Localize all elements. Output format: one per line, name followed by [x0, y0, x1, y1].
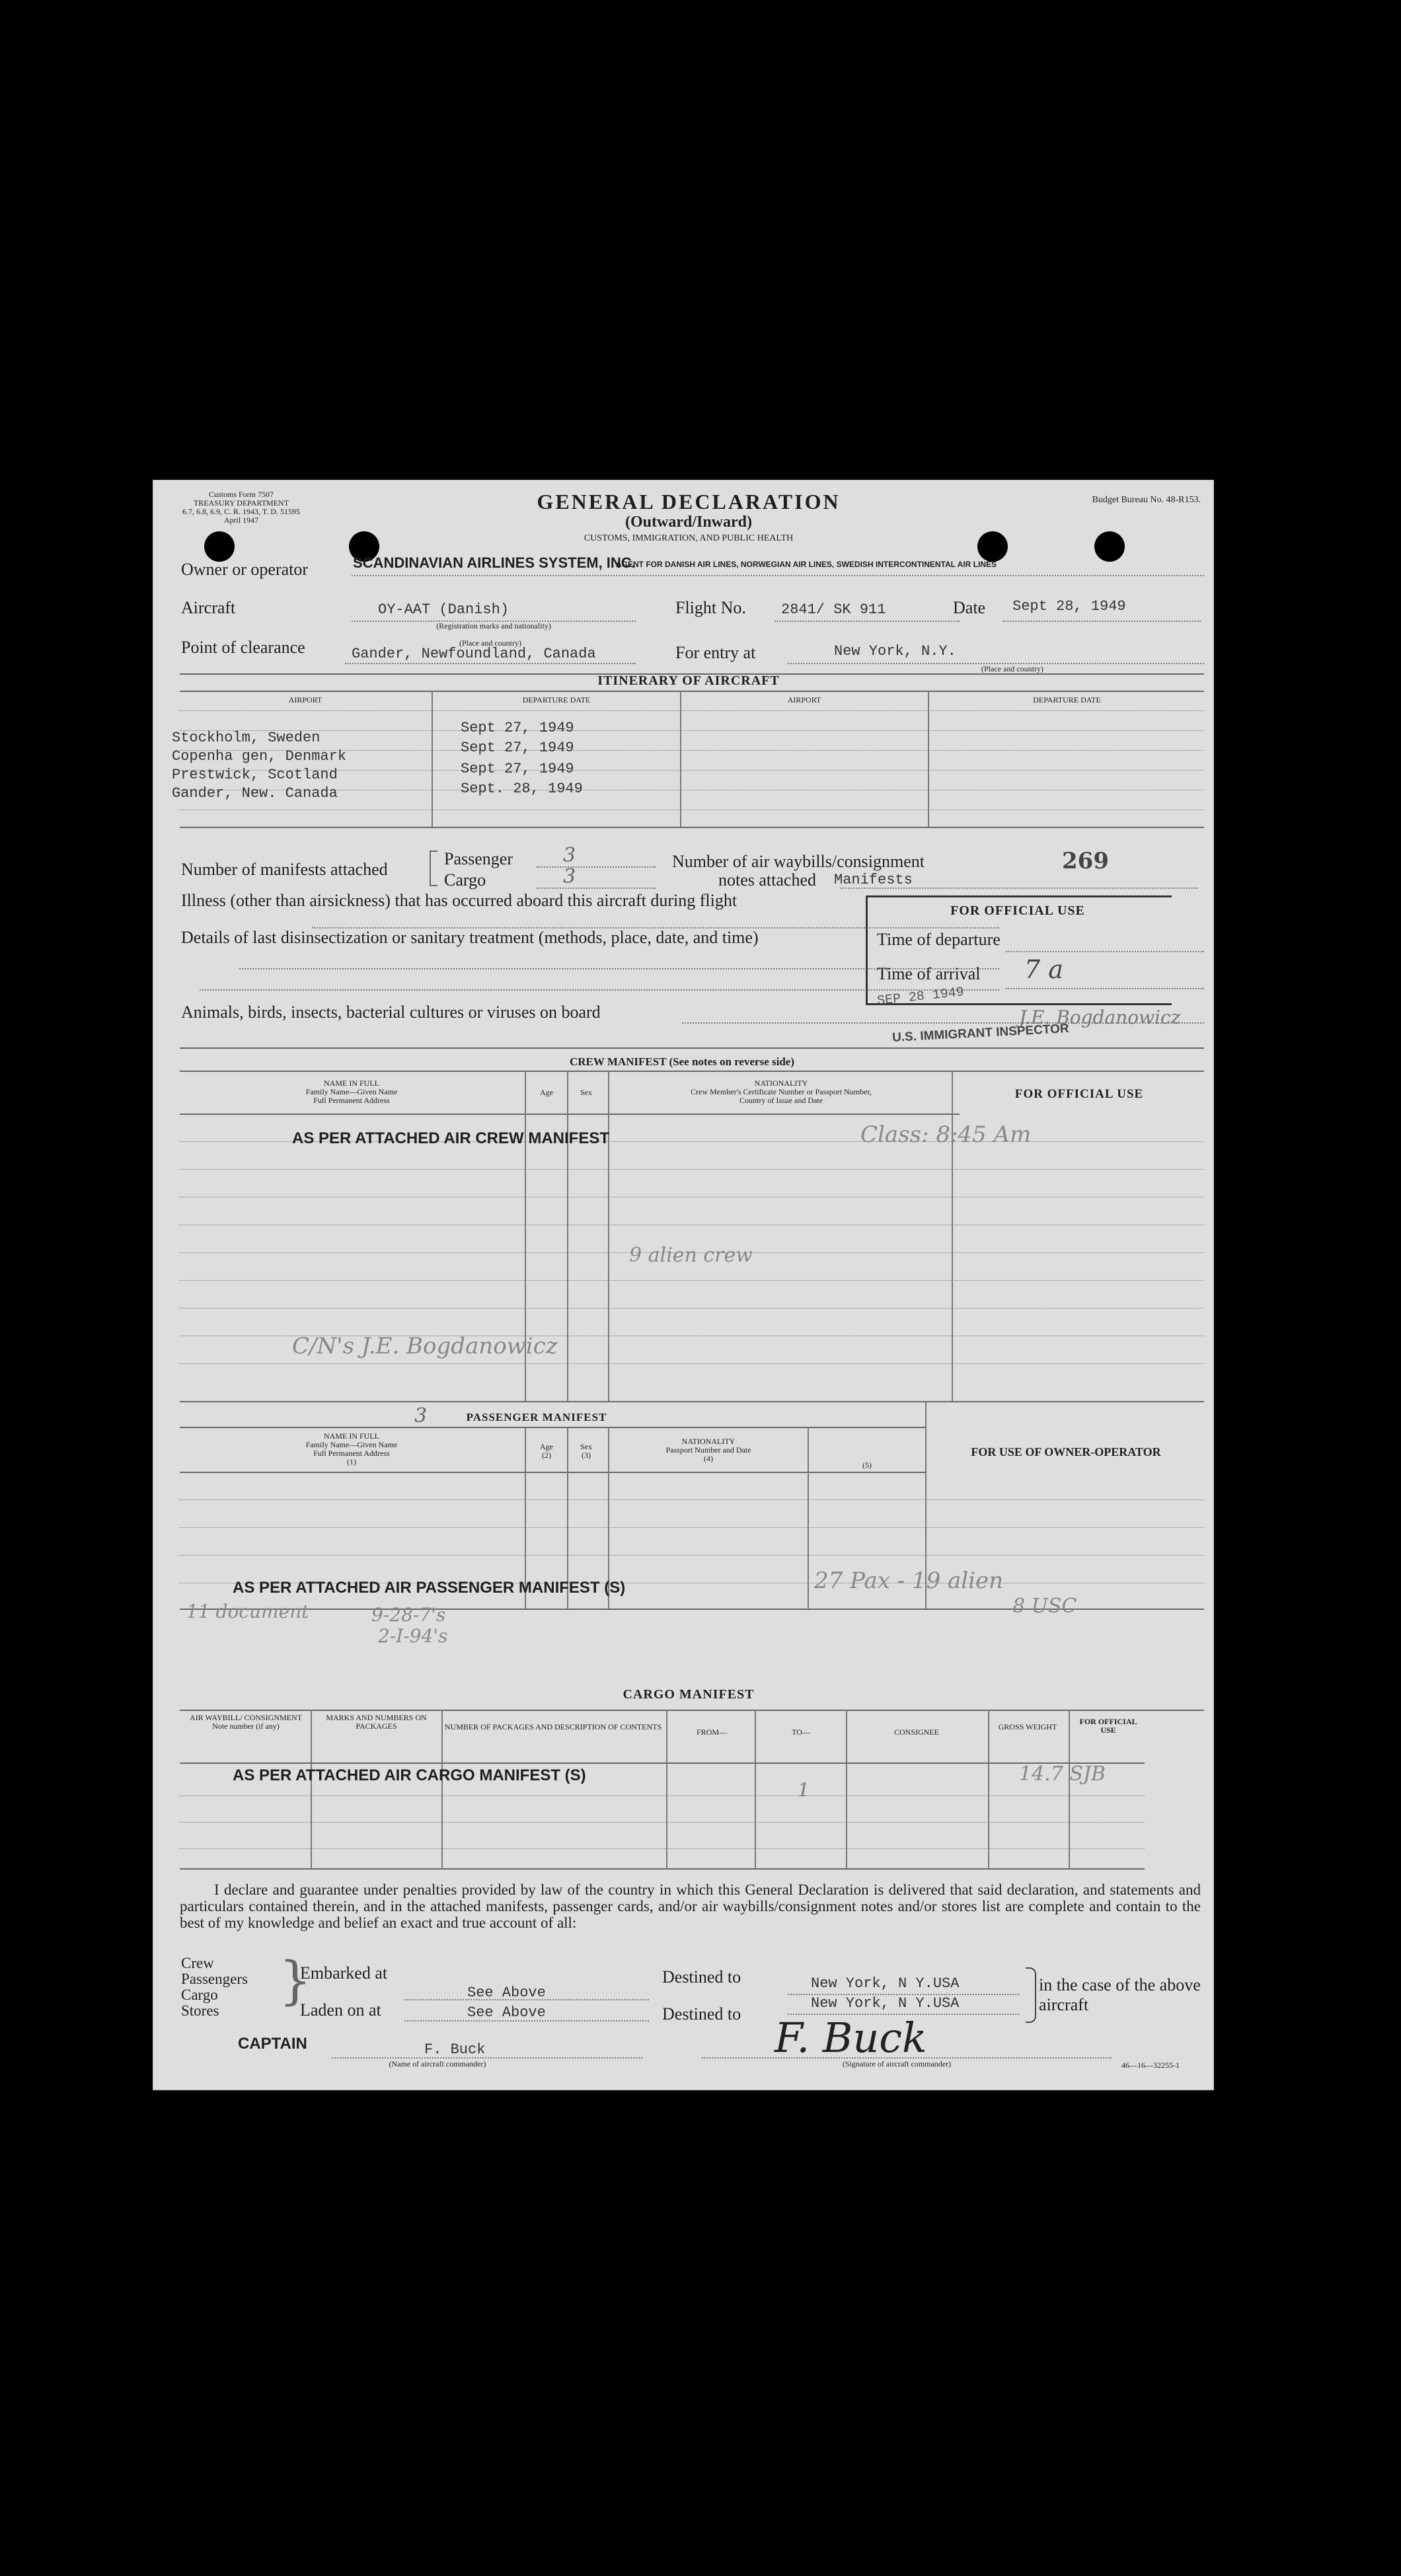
destined-value-2: New York, N Y.USA	[811, 1995, 960, 2012]
itinerary-airport: Gander, New. Canada	[172, 785, 338, 802]
passenger-col-owner: FOR USE OF OWNER-OPERATOR	[971, 1445, 1161, 1458]
cargo-col-weight: GROSS WEIGHT	[998, 1722, 1057, 1731]
declaration-bracket: }	[279, 1951, 312, 2011]
crew-alien-note: 9 alien crew	[629, 1244, 753, 1267]
captain-value: F. Buck	[424, 2041, 486, 2058]
passenger-col-sex: Sex (3)	[580, 1442, 592, 1460]
passenger-doc-note: 11 document	[186, 1601, 309, 1622]
declaration-list-item: Cargo	[181, 1987, 218, 2003]
captain-note: (Name of aircraft commander)	[389, 2059, 486, 2068]
passenger-count-note: 27 Pax - 19 alien	[814, 1568, 1004, 1594]
illness-label: Illness (other than airsickness) that has occurred aboard this aircraft during flight	[181, 891, 738, 910]
general-declaration-form	[153, 480, 1213, 2090]
flight-label: Flight No.	[675, 598, 746, 617]
print-code: 46—16—32255-1	[1121, 2061, 1180, 2070]
waybills-value: Manifests	[834, 872, 913, 888]
passenger-manifest-title: PASSENGER MANIFEST	[466, 1411, 607, 1423]
declaration-list-item: Crew	[181, 1955, 214, 1971]
punch-hole	[1094, 531, 1125, 562]
immigration-stamp-date: SEP 28 1949	[876, 985, 965, 1009]
aircraft-label: Aircraft	[181, 598, 236, 617]
cargo-col-marks: MARKS AND NUMBERS ON PACKAGES	[326, 1713, 427, 1731]
flight-value: 2841/ SK 911	[781, 601, 886, 618]
itinerary-date: Sept. 28, 1949	[461, 780, 583, 797]
cargo-col-consignee: CONSIGNEE	[894, 1727, 939, 1737]
passenger-usc-note: 8 USC	[1012, 1595, 1077, 1618]
owner-label: Owner or operator	[181, 560, 309, 579]
punch-hole	[204, 531, 235, 562]
punch-hole	[977, 531, 1008, 562]
passenger-per-attached: AS PER ATTACHED AIR PASSENGER MANIFEST (S)	[233, 1579, 626, 1597]
passenger-form-note: 9-28-7's	[371, 1604, 446, 1626]
itinerary-title: ITINERARY OF AIRCRAFT	[597, 673, 780, 688]
laden-value: See Above	[467, 2004, 546, 2021]
form-number-line: April 1947	[223, 515, 259, 525]
cargo-col-official: FOR OFFICIAL USE	[1079, 1717, 1137, 1735]
destined-value: New York, N Y.USA	[811, 1975, 960, 1992]
declaration-list	[181, 1955, 248, 2019]
crew-manifest-title: CREW MANIFEST (See notes on reverse side)	[570, 1055, 794, 1068]
passenger-count-value: 3	[563, 844, 576, 867]
form-subtitle: (Outward/Inward)	[625, 513, 752, 531]
passenger-col-age: Age (2)	[540, 1442, 553, 1460]
crew-col-nationality: NATIONALITY Crew Member's Certificate Number or Passport Number, Country of Issue and Date	[691, 1079, 872, 1105]
itinerary-header: AIRPORT	[288, 695, 322, 704]
owner-agent: AGENT FOR DANISH AIR LINES, NORWEGIAN AIR LINES, SWEDISH INTERCONTINENTAL AIR LINES	[616, 560, 997, 569]
cargo-manifest-title: CARGO MANIFEST	[623, 1687, 755, 1702]
declaration-list-item: Passengers	[181, 1971, 248, 1987]
form-number-line: TREASURY DEPARTMENT	[193, 498, 289, 508]
passenger-col-nationality: NATIONALITY Passport Number and Date (4)	[665, 1437, 751, 1463]
case-note: in the case of the above aircraft	[1039, 1975, 1201, 2014]
passenger-count-hand: 3	[414, 1404, 428, 1427]
cargo-col-waybill: AIR WAYBILL/ CONSIGNMENT Note number (if any)	[189, 1713, 302, 1731]
cargo-count-value: 3	[563, 865, 576, 888]
animals-label: Animals, birds, insects, bacterial cultures or viruses on board	[181, 1003, 601, 1022]
form-number-line: 6.7, 6.8, 6.9, C. R. 1943, T. D. 51595	[182, 507, 300, 516]
disinsect-label: Details of last disinsectization or sanitary treatment (methods, place, date, and time)	[181, 928, 759, 947]
destined-label: Destined to	[662, 1967, 741, 1987]
clearance-note: (Place and country)	[459, 638, 521, 648]
declaration-list-item: Stores	[181, 2002, 219, 2019]
declaration-text: I declare and guarantee under penalties provided by law of the country in which this General Declaration is delivered that said declaration, and statements and particulars contained therein, and in the attached manifests, passenger cards, and/or air waybills/consignment notes and/or stores list are complete and contain to the best of my knowledge and belief an exact and true account of all:	[180, 1881, 1201, 1931]
passenger-count-label: Passenger	[444, 849, 513, 868]
official-box-title: FOR OFFICIAL USE	[950, 903, 1085, 918]
itinerary-header: AIRPORT	[787, 695, 821, 704]
cargo-to-note: 1	[798, 1779, 810, 1801]
date-label: Date	[953, 598, 986, 617]
entry-label: For entry at	[675, 643, 756, 662]
crew-inspector-note: C/N's J.E. Bogdanowicz	[292, 1333, 558, 1359]
embarked-value: See Above	[467, 1985, 546, 2001]
aircraft-value: OY-AAT (Danish)	[378, 601, 510, 618]
itinerary-airport: Prestwick, Scotland	[172, 767, 338, 783]
waybills-label: Number of air waybills/consignment	[672, 852, 925, 871]
crew-col-age: Age	[540, 1088, 553, 1097]
departure-time-label: Time of departure	[877, 930, 1001, 949]
form-title: GENERAL DECLARATION	[537, 490, 841, 513]
crew-official-note: Class: 8:45 Am	[860, 1121, 1032, 1148]
form-number	[172, 490, 311, 525]
crew-col-name: NAME IN FULL Family Name—Given Name Full Permanent Address	[305, 1079, 398, 1105]
waybills-count: 269	[1062, 848, 1109, 874]
captain-label: CAPTAIN	[238, 2035, 307, 2053]
destined-label-2: Destined to	[662, 2004, 741, 2024]
passenger-col-name: NAME IN FULL Family Name—Given Name Full Permanent Address (1)	[305, 1431, 398, 1466]
passenger-form-note: 2-I-94's	[378, 1625, 448, 1647]
entry-value: New York, N.Y.	[834, 643, 956, 660]
form-agency: CUSTOMS, IMMIGRATION, AND PUBLIC HEALTH	[584, 533, 794, 543]
captain-signature: F. Buck	[775, 2014, 927, 2062]
aircraft-note: (Registration marks and nationality)	[436, 621, 551, 630]
arrival-time-value: 7 a	[1024, 955, 1063, 984]
cargo-count-label: Cargo	[444, 870, 486, 890]
entry-note: (Place and country)	[981, 664, 1043, 673]
itinerary-date: Sept 27, 1949	[461, 761, 574, 777]
crew-per-attached: AS PER ATTACHED AIR CREW MANIFEST	[292, 1129, 609, 1147]
inspector-signature: J.E. Bogdanowicz	[1019, 1006, 1181, 1028]
clearance-label: Point of clearance	[181, 638, 305, 657]
cargo-weight-note: 14.7 SJB	[1019, 1762, 1106, 1786]
crew-col-sex: Sex	[580, 1088, 592, 1097]
itinerary-date: Sept 27, 1949	[461, 720, 574, 736]
passenger-col-5: (5)	[862, 1460, 872, 1470]
budget-bureau: Budget Bureau No. 48-R153.	[1092, 495, 1201, 505]
embarked-label: Embarked at	[300, 1963, 388, 1983]
itinerary-airport: Stockholm, Sweden	[172, 730, 321, 746]
date-value: Sept 28, 1949	[1012, 598, 1126, 615]
itinerary-header: DEPARTURE DATE	[522, 695, 591, 704]
destined-bracket	[1026, 1967, 1036, 2023]
itinerary-airport: Copenha gen, Denmark	[172, 748, 347, 765]
waybills-label-2: notes attached	[718, 870, 816, 890]
itinerary-header: DEPARTURE DATE	[1033, 695, 1101, 704]
cargo-col-from: FROM—	[696, 1727, 727, 1737]
cargo-per-attached: AS PER ATTACHED AIR CARGO MANIFEST (S)	[233, 1766, 586, 1784]
form-number-line: Customs Form 7507	[208, 490, 274, 499]
laden-label: Laden on at	[300, 2000, 381, 2020]
cargo-col-packages: NUMBER OF PACKAGES AND DESCRIPTION OF CONTENTS	[444, 1722, 662, 1731]
manifests-label: Number of manifests attached	[181, 860, 388, 879]
owner-company: SCANDINAVIAN AIRLINES SYSTEM, INC.	[353, 554, 636, 571]
crew-col-official: FOR OFFICIAL USE	[1014, 1087, 1144, 1101]
inspector-title: U.S. IMMIGRANT INSPECTOR	[891, 1022, 1070, 1045]
arrival-time-label: Time of arrival	[877, 964, 981, 983]
clearance-value: Gander, Newfoundland, Canada	[352, 646, 596, 662]
signature-note: (Signature of aircraft commander)	[842, 2059, 952, 2068]
cargo-col-to: TO—	[792, 1727, 810, 1737]
itinerary-date: Sept 27, 1949	[461, 739, 574, 756]
